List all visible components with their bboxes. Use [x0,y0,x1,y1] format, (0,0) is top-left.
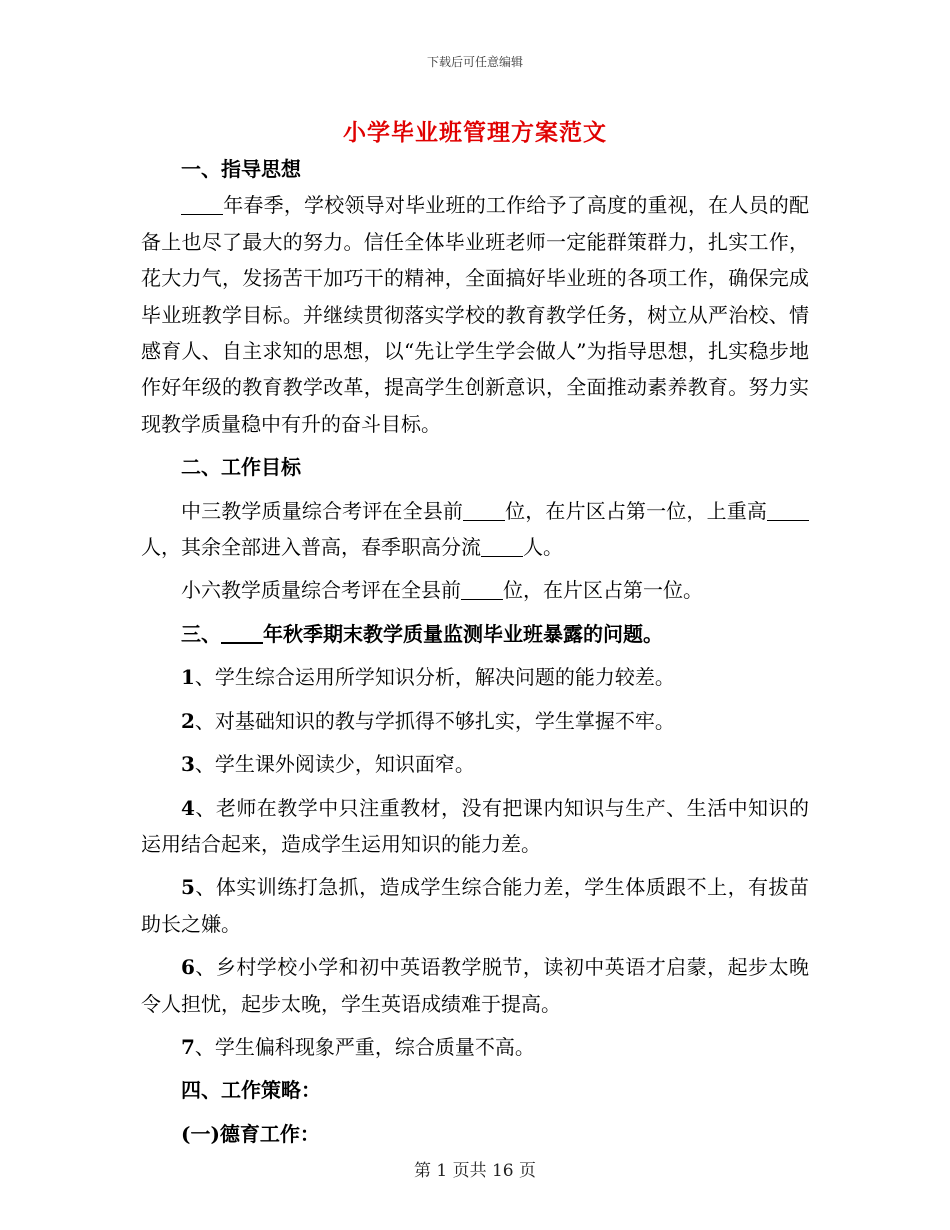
item-text: 、对基础知识的教与学抓得不够扎实，学生掌握不牢。 [194,708,675,733]
fill-blank [767,500,809,521]
item-text: 、老师在教学中只注重教材，没有把课内知识与生产、生活中知识的运用结合起来，造成学生运用知识的能力差。 [141,795,809,856]
list-item [141,746,809,782]
item-number: 2 [181,708,195,733]
paragraph-text: 小六教学质量综合考评在全县前 [181,578,461,603]
paragraph-text: 位，在片区占第一位，上重高 [505,498,767,523]
list-item [141,949,809,1022]
fill-blank [221,622,263,644]
list-item [141,790,809,863]
item-number: 7 [181,1034,195,1059]
section-heading-1: 一、指导思想 [181,157,301,181]
page-footer: 第 1 页共 16 页 [413,1161,537,1181]
item-number: 3 [181,752,195,777]
paragraph-goal-2 [141,572,809,608]
list-item [141,1029,809,1065]
item-number: 1 [181,665,195,690]
item-number: 6 [181,955,195,980]
section-heading-2: 二、工作目标 [181,455,301,480]
list-item [141,703,809,739]
fill-blank [181,194,223,215]
paragraph-text: 人。 [523,535,563,560]
subsection-heading: (一)德育工作： [181,1121,320,1146]
paragraph-goal-1 [141,493,809,566]
paragraph-guiding-thought [141,187,809,442]
document-body [141,151,809,1152]
item-text: 、学生课外阅读少，知识面窄。 [194,752,475,777]
paragraph-text: 年春季，学校领导对毕业班的工作给予了高度的重视，在人员的配备上也尽了最大的努力。信任全体毕业班老师一定能群策群力，扎实工作，花大力气，发扬苦干加巧干的精神，全面搞好毕业班的各项工作，确保完成毕业班教学目标。并继续贯彻落实学校的教育教学任务，树立从严治校、情感育人、自主求知的思想，以“先让学生学会做人”为指导思想，扎实稳步地作好年级的教育教学改革，提高学生创新意识，全面推动素养教育。努力实现教学质量稳中有升的奋斗目标。 [141,193,809,436]
item-text: 、体实训练打急抓，造成学生综合能力差，学生体质跟不上，有拔苗助长之嫌。 [141,875,809,936]
fill-blank [463,500,505,521]
item-text: 、学生综合运用所学知识分析，解决问题的能力较差。 [194,665,675,690]
list-item [141,869,809,942]
item-number: 5 [181,875,195,900]
fill-blank [461,579,503,600]
document-title: 小学毕业班管理方案范文 [343,119,607,146]
list-item [141,659,809,695]
item-text: 、学生偏科现象严重，综合质量不高。 [194,1034,535,1059]
paragraph-text: 位，在片区占第一位。 [503,578,703,603]
paragraph-text: 人，其余全部进入普高，春季职高分流 [141,535,481,560]
heading-text: 三、 [181,621,221,646]
paragraph-text: 中三教学质量综合考评在全县前 [181,498,463,523]
heading-text: 年秋季期末教学质量监测毕业班暴露的问题。 [263,621,663,646]
page-header: 下载后可任意编辑 [426,55,523,69]
item-number: 4 [181,795,195,820]
fill-blank [481,536,523,557]
section-heading-4: 四、工作策略： [181,1078,321,1103]
section-heading-3 [141,616,809,652]
item-text: 、乡村学校小学和初中英语教学脱节，读初中英语才启蒙，起步太晚令人担忧，起步太晚，学生英语成绩难于提高。 [141,955,809,1016]
